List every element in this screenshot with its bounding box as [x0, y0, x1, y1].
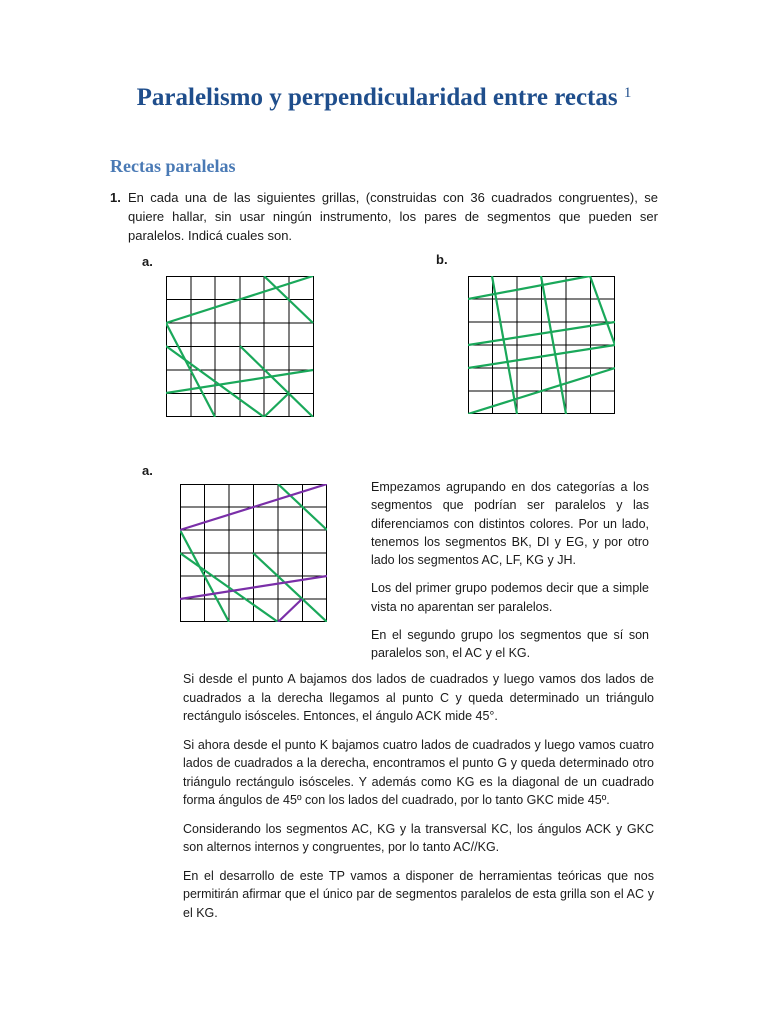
section-heading: Rectas paralelas — [110, 156, 236, 176]
grid-b-figure — [468, 276, 615, 414]
answer-side-paragraph: Empezamos agrupando en dos categorías a los segmentos que podrían ser paralelos y las diferenciamos con distintos colores. Por un lado, tenemos los segmentos BK, DI y EG, y por otro lado los segmentos AC, LF, KG y JH. — [371, 480, 649, 568]
grid-a-label: a. — [142, 254, 153, 269]
grid-b-lines — [468, 276, 615, 414]
answer-side-text — [371, 478, 649, 673]
answer-body-paragraph: Considerando los segmentos AC, KG y la transversal KC, los ángulos ACK y GKC son alternos internos y congruentes, por lo tanto AC//KG. — [183, 821, 654, 854]
answer-body-paragraph: Si desde el punto A bajamos dos lados de cuadrados y luego vamos dos lados de cuadrados a la derecha llegamos al punto C y queda determinado un triángulo rectángulo isósceles. Entonces, el ángulo ACK mide 45°. — [183, 672, 654, 723]
answer-body-text — [183, 670, 654, 932]
grid-b-segment-4 — [590, 276, 615, 345]
answer-side-paragraph: Los del primer grupo podemos decir que a simple vista no aparentan ser paralelos. — [371, 581, 649, 614]
title-text: Paralelismo y perpendicularidad entre rectas — [136, 84, 618, 111]
answer-side-paragraph: En el segundo grupo los segmentos que sí son paralelos son, el AC y el KG. — [371, 628, 649, 661]
grid-b-segment-1 — [468, 276, 590, 299]
grid-a-answer-figure — [180, 484, 327, 622]
grid-a-answer-label: a. — [142, 463, 153, 478]
grid-a-figure — [166, 276, 314, 417]
question-number: 1. — [110, 190, 121, 205]
footnote-mark: 1 — [623, 85, 632, 101]
question-text: En cada una de las siguientes grillas, (construidas con 36 cuadrados congruentes), se quiere hallar, sin usar ningún instrumento, los pares de segmentos que pueden ser paralelos. Indicá cuales son. — [128, 190, 658, 243]
grid-b-label: b. — [436, 252, 448, 267]
answer-body-paragraph: Si ahora desde el punto K bajamos cuatro lados de cuadrados y luego vamos cuatro lados de cuadrados a la derecha, encontramos el punto G y queda determinado otro triángulo rectángulo isósceles. Y además como KG es la diagonal de un cuadrado forma ángulos de 45º con los lados del cuadrado, por lo tanto GKC mide 45º. — [183, 737, 654, 807]
page-title — [0, 84, 768, 112]
grid-a-segment-jh — [264, 393, 289, 417]
answer-segment-jh — [278, 599, 302, 622]
answer-body-paragraph: En el desarrollo de este TP vamos a disponer de herramientas teóricas que nos permitirán afirmar que el único par de segmentos paralelos de esta grilla son el AC y el KG. — [183, 868, 654, 920]
